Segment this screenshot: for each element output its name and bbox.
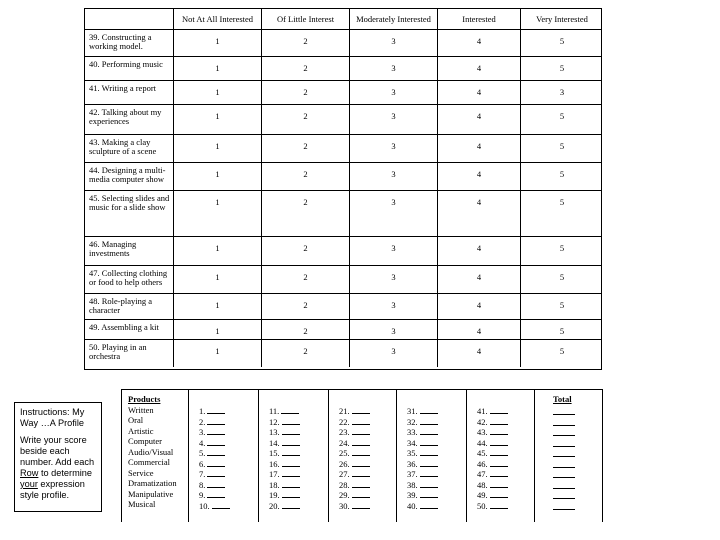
rating-value: 5: [520, 135, 603, 162]
score-entry: [407, 438, 466, 449]
score-blank[interactable]: [282, 480, 300, 488]
score-number: 27.: [339, 469, 350, 479]
score-column: [328, 390, 396, 522]
score-number: 21.: [339, 406, 350, 416]
rating-value: 5: [520, 320, 603, 339]
rating-value: 2: [261, 294, 349, 319]
score-number: 20.: [269, 500, 280, 511]
rating-value: 5: [520, 266, 603, 293]
rating-value: 3: [349, 57, 437, 80]
score-entry: [477, 438, 534, 449]
score-number: 8.: [199, 479, 206, 490]
score-number: 11.: [269, 406, 280, 416]
rating-value: 1: [173, 266, 261, 293]
rating-value: 5: [520, 237, 603, 265]
score-entry: [339, 406, 396, 417]
item-label: 40. Performing music: [89, 59, 163, 69]
rating-value: 5: [520, 163, 603, 190]
score-number: 18.: [269, 479, 280, 490]
score-blank[interactable]: [490, 480, 508, 488]
product-label: Computer: [128, 436, 162, 446]
score-number: 47.: [477, 469, 488, 479]
score-entry: [339, 469, 396, 480]
score-entry: [477, 490, 534, 501]
product-label: Written: [128, 404, 154, 415]
rating-value: 1: [173, 135, 261, 162]
rating-value: 3: [349, 294, 437, 319]
score-number: 34.: [407, 437, 418, 448]
item-label: 48. Role-playing a character: [89, 296, 153, 315]
total-blank[interactable]: [553, 478, 575, 489]
total-blank[interactable]: [553, 499, 575, 510]
score-entry: [407, 417, 466, 428]
score-number: 9.: [199, 490, 206, 500]
score-number: 33.: [407, 427, 418, 437]
score-blank[interactable]: [352, 490, 370, 498]
score-entry: [199, 480, 258, 491]
table-row: [85, 339, 601, 367]
rating-value: 1: [173, 340, 261, 367]
item-label: 45. Selecting slides and music for a slide show: [89, 193, 170, 212]
score-blank[interactable]: [352, 469, 370, 477]
rating-value: 1: [173, 320, 261, 339]
score-blank[interactable]: [207, 427, 225, 435]
table-row: [85, 293, 601, 319]
score-blank[interactable]: [207, 469, 225, 477]
score-entry: [339, 427, 396, 438]
score-blank[interactable]: [352, 438, 370, 446]
rating-value: 4: [437, 81, 520, 104]
item-label: 50. Playing in an orchestra: [89, 342, 147, 361]
score-number: 46.: [477, 458, 488, 469]
products-header: Products: [128, 394, 161, 404]
rating-value: 3: [349, 320, 437, 339]
score-number: 49.: [477, 490, 488, 500]
score-blank[interactable]: [490, 448, 508, 456]
score-entry: [199, 459, 258, 470]
score-blank[interactable]: [352, 501, 370, 509]
rating-value: 4: [437, 266, 520, 293]
rating-value: 1: [173, 294, 261, 319]
table-row: [85, 56, 601, 80]
item-label: 42. Talking about my experiences: [89, 107, 162, 126]
column-header: Moderately Interested: [349, 9, 437, 29]
rating-value: 1: [173, 105, 261, 134]
score-number: 13.: [269, 427, 280, 437]
item-label: 41. Writing a report: [89, 83, 157, 93]
rating-value: 4: [437, 105, 520, 134]
rating-value: 4: [437, 57, 520, 80]
score-entry: [339, 501, 396, 512]
score-blank[interactable]: [490, 406, 508, 414]
product-label: Dramatization: [128, 478, 177, 488]
score-blank[interactable]: [420, 427, 438, 435]
score-number: 31.: [407, 406, 418, 416]
score-blank[interactable]: [490, 438, 508, 446]
score-number: 26.: [339, 458, 350, 469]
score-entry: [477, 417, 534, 428]
total-column: [534, 390, 604, 522]
score-entry: [199, 417, 258, 428]
score-entry: [339, 417, 396, 428]
score-number: 38.: [407, 479, 418, 490]
score-entry: [407, 469, 466, 480]
score-number: 32.: [407, 416, 418, 427]
rating-value: 3: [349, 81, 437, 104]
score-entry: [477, 427, 534, 438]
rating-value: 2: [261, 320, 349, 339]
score-number: 28.: [339, 479, 350, 490]
score-number: 39.: [407, 490, 418, 500]
score-blank[interactable]: [490, 501, 508, 509]
item-label: 39. Constructing a working model.: [89, 32, 152, 51]
score-blank[interactable]: [420, 438, 438, 446]
rating-value: 3: [349, 30, 437, 56]
rating-value: 3: [349, 163, 437, 190]
column-header: Very Interested: [520, 9, 603, 29]
score-entry: [269, 448, 328, 459]
table-row: [85, 29, 601, 56]
score-entry: [407, 427, 466, 438]
total-blank[interactable]: [553, 447, 575, 458]
score-column: [258, 390, 328, 522]
score-entry: [339, 490, 396, 501]
score-blank[interactable]: [490, 459, 508, 467]
score-number: 17.: [269, 469, 280, 479]
rating-value: 4: [437, 237, 520, 265]
score-blank[interactable]: [207, 448, 225, 456]
score-blank[interactable]: [352, 459, 370, 467]
score-blank[interactable]: [282, 438, 300, 446]
product-label: Oral: [128, 415, 144, 425]
rating-value: 1: [173, 191, 261, 236]
rating-value: 2: [261, 237, 349, 265]
score-number: 14.: [269, 437, 280, 448]
total-header: Total: [553, 394, 572, 404]
score-blank[interactable]: [282, 448, 300, 456]
score-entry: [407, 406, 466, 417]
rating-value: 3: [349, 340, 437, 367]
item-label: 47. Collecting clothing or food to help others: [89, 268, 168, 287]
score-entry: [269, 438, 328, 449]
score-blank[interactable]: [420, 501, 438, 509]
score-blank[interactable]: [490, 469, 508, 477]
score-entry: [269, 490, 328, 501]
score-entry: [269, 417, 328, 428]
total-blank[interactable]: [553, 426, 575, 437]
rating-value: 5: [520, 340, 603, 367]
rating-value: 3: [349, 266, 437, 293]
rating-value: 3: [520, 81, 603, 104]
product-label: Commercial: [128, 457, 171, 467]
rating-value: 4: [437, 30, 520, 56]
score-column: [466, 390, 534, 522]
rating-value: 2: [261, 105, 349, 134]
score-number: 12.: [269, 416, 280, 427]
score-blank[interactable]: [352, 480, 370, 488]
score-entry: [477, 406, 534, 417]
product-label: Artistic: [128, 425, 154, 436]
rating-value: 2: [261, 340, 349, 367]
score-column: [396, 390, 466, 522]
score-blank[interactable]: [282, 501, 300, 509]
score-number: 42.: [477, 416, 488, 427]
rating-value: 3: [349, 237, 437, 265]
score-number: 19.: [269, 490, 280, 500]
score-number: 44.: [477, 437, 488, 448]
score-entry: [339, 438, 396, 449]
rating-value: 3: [349, 135, 437, 162]
score-number: 22.: [339, 416, 350, 427]
rating-value: 5: [520, 57, 603, 80]
score-blank[interactable]: [212, 501, 230, 509]
score-blank[interactable]: [420, 406, 438, 414]
score-blank[interactable]: [352, 448, 370, 456]
product-label: Audio/Visual: [128, 446, 174, 457]
score-blank[interactable]: [420, 417, 438, 425]
rating-value: 4: [437, 320, 520, 339]
score-entry: [407, 501, 466, 512]
score-entry: [269, 406, 328, 417]
total-blank[interactable]: [553, 436, 575, 447]
column-header: Not At All Interested: [173, 9, 261, 29]
table-row: [85, 162, 601, 190]
score-entry: [199, 501, 258, 512]
score-entry: [339, 448, 396, 459]
column-header: Of Little Interest: [261, 9, 349, 29]
score-number: 37.: [407, 469, 418, 479]
score-blank[interactable]: [490, 417, 508, 425]
rating-value: 4: [437, 340, 520, 367]
score-number: 48.: [477, 479, 488, 490]
score-entry: [477, 448, 534, 459]
score-blank[interactable]: [352, 417, 370, 425]
score-entry: [269, 501, 328, 512]
score-number: 29.: [339, 490, 350, 500]
score-blank[interactable]: [420, 459, 438, 467]
score-entry: [269, 469, 328, 480]
score-column: [188, 390, 258, 522]
score-blank[interactable]: [282, 427, 300, 435]
score-entry: [199, 448, 258, 459]
rating-value: 5: [520, 294, 603, 319]
score-number: 24.: [339, 437, 350, 448]
score-entry: [477, 469, 534, 480]
rating-value: 3: [349, 191, 437, 236]
score-number: 40.: [407, 500, 418, 511]
score-number: 7.: [199, 469, 206, 479]
score-blank[interactable]: [281, 406, 299, 414]
your-word: your: [20, 479, 38, 489]
score-entry: [477, 501, 534, 512]
score-number: 16.: [269, 458, 280, 469]
total-blank[interactable]: [553, 405, 575, 416]
score-entry: [199, 427, 258, 438]
score-number: 45.: [477, 448, 488, 458]
instructions-title: Instructions: My Way …A Profile: [20, 407, 85, 428]
total-blank[interactable]: [553, 457, 575, 468]
rating-value: 4: [437, 135, 520, 162]
score-number: 15.: [269, 448, 280, 458]
score-entry: [407, 490, 466, 501]
score-entry: [339, 480, 396, 491]
score-number: 25.: [339, 448, 350, 458]
scoring-grid: [121, 389, 603, 522]
score-entry: [269, 459, 328, 470]
rating-value: 5: [520, 105, 603, 134]
table-header-row: [85, 9, 601, 29]
item-label: 43. Making a clay sculpture of a scene: [89, 137, 157, 156]
score-entry: [477, 480, 534, 491]
score-blank[interactable]: [282, 459, 300, 467]
rating-value: 4: [437, 163, 520, 190]
table-row: [85, 80, 601, 104]
score-blank[interactable]: [207, 490, 225, 498]
score-entry: [199, 438, 258, 449]
rating-value: 2: [261, 81, 349, 104]
rating-value: 1: [173, 163, 261, 190]
score-number: 1.: [199, 406, 206, 416]
total-blank[interactable]: [553, 468, 575, 479]
table-row: [85, 104, 601, 134]
corner-cell: [85, 9, 173, 29]
score-blank[interactable]: [420, 480, 438, 488]
score-blank[interactable]: [282, 417, 300, 425]
product-label: Manipulative: [128, 488, 174, 499]
score-blank[interactable]: [490, 490, 508, 498]
score-blank[interactable]: [207, 480, 225, 488]
score-blank[interactable]: [207, 438, 225, 446]
item-label: 49. Assembling a kit: [89, 322, 159, 332]
score-entry: [199, 490, 258, 501]
rating-value: 2: [261, 30, 349, 56]
table-row: [85, 134, 601, 162]
score-number: 41.: [477, 406, 488, 416]
score-number: 2.: [199, 416, 206, 427]
item-label: 46. Managing investments: [89, 239, 137, 258]
total-blank[interactable]: [553, 415, 575, 426]
score-blank[interactable]: [352, 427, 370, 435]
table-row: [85, 236, 601, 265]
total-blank[interactable]: [553, 489, 575, 500]
score-number: 5.: [199, 448, 206, 458]
product-label: Musical: [128, 499, 156, 509]
rating-value: 4: [437, 294, 520, 319]
score-number: 6.: [199, 458, 206, 469]
rating-value: 1: [173, 81, 261, 104]
score-entry: [269, 480, 328, 491]
score-blank[interactable]: [282, 490, 300, 498]
score-blank[interactable]: [207, 406, 225, 414]
score-number: 10.: [199, 500, 210, 511]
column-header: Interested: [437, 9, 520, 29]
product-label: Service: [128, 467, 154, 478]
score-number: 35.: [407, 448, 418, 458]
rating-value: 2: [261, 135, 349, 162]
score-blank[interactable]: [207, 417, 225, 425]
interest-survey-table: [84, 8, 602, 370]
score-entry: [477, 459, 534, 470]
score-number: 23.: [339, 427, 350, 437]
row-word: Row: [20, 468, 39, 478]
score-blank[interactable]: [490, 427, 508, 435]
score-entry: [407, 448, 466, 459]
score-blank[interactable]: [282, 469, 300, 477]
instructions-box: [14, 402, 102, 512]
rating-value: 2: [261, 57, 349, 80]
score-blank[interactable]: [420, 469, 438, 477]
score-blank[interactable]: [352, 406, 370, 414]
score-number: 3.: [199, 427, 206, 437]
rating-value: 5: [520, 191, 603, 236]
score-entry: [269, 427, 328, 438]
score-entry: [199, 469, 258, 480]
instructions-body: Write your score beside each number. Add each Row to determine your expression style profile.: [20, 435, 95, 500]
score-number: 50.: [477, 500, 488, 511]
rating-value: 2: [261, 163, 349, 190]
table-row: [85, 265, 601, 293]
table-row: [85, 190, 601, 236]
score-entry: [339, 459, 396, 470]
rating-value: 5: [520, 30, 603, 56]
rating-value: 3: [349, 105, 437, 134]
rating-value: 1: [173, 237, 261, 265]
score-blank[interactable]: [420, 490, 438, 498]
rating-value: 1: [173, 57, 261, 80]
score-number: 43.: [477, 427, 488, 437]
score-entry: [199, 406, 258, 417]
score-number: 30.: [339, 500, 350, 511]
rating-value: 1: [173, 30, 261, 56]
item-label: 44. Designing a multi-media computer show: [89, 165, 166, 184]
score-blank[interactable]: [420, 448, 438, 456]
rating-value: 2: [261, 191, 349, 236]
score-entry: [407, 459, 466, 470]
products-column: [122, 390, 188, 522]
score-blank[interactable]: [207, 459, 225, 467]
score-entry: [407, 480, 466, 491]
rating-value: 4: [437, 191, 520, 236]
score-number: 4.: [199, 437, 206, 448]
table-row: [85, 319, 601, 339]
rating-value: 2: [261, 266, 349, 293]
score-number: 36.: [407, 458, 418, 469]
